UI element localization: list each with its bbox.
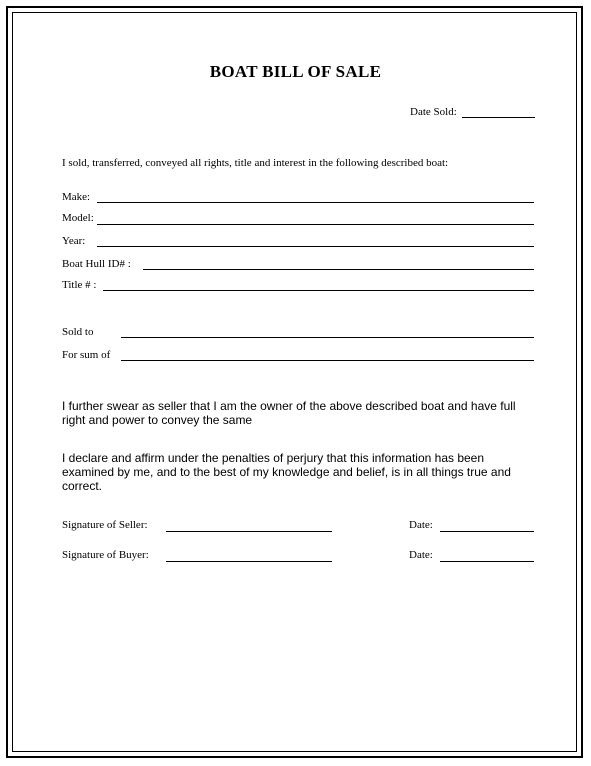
inner-border (12, 12, 577, 752)
document-title: BOAT BILL OF SALE (209, 62, 382, 81)
date-sold-label: Date Sold: (410, 106, 457, 118)
seller-date-line[interactable] (440, 531, 534, 532)
hull-id-line[interactable] (143, 269, 534, 270)
sold-to-line[interactable] (121, 337, 534, 338)
sold-to-label: Sold to (62, 326, 94, 338)
buyer-signature-label: Signature of Buyer: (62, 549, 149, 561)
year-line[interactable] (97, 246, 534, 247)
model-line[interactable] (97, 224, 534, 225)
model-label: Model: (62, 212, 94, 224)
title-number-label: Title # : (62, 279, 97, 291)
seller-signature-line[interactable] (166, 531, 332, 532)
year-label: Year: (62, 235, 86, 247)
hull-id-label: Boat Hull ID# : (62, 258, 131, 270)
make-line[interactable] (97, 202, 534, 203)
seller-signature-label: Signature of Seller: (62, 519, 148, 531)
perjury-statement: I declare and affirm under the penalties of perjury that this information has been examined by me, and to the best of my knowledge and belief, is in all things true and correct. (62, 451, 511, 493)
for-sum-line[interactable] (121, 360, 534, 361)
buyer-date-line[interactable] (440, 561, 534, 562)
seller-date-label: Date: (409, 519, 433, 531)
buyer-signature-line[interactable] (166, 561, 332, 562)
intro-text: I sold, transferred, conveyed all rights, title and interest in the following described boat: (62, 157, 449, 169)
ownership-statement: I further swear as seller that I am the owner of the above described boat and have full right and power to convey the same (62, 399, 516, 427)
make-label: Make: (62, 191, 91, 203)
date-sold-line[interactable] (462, 117, 535, 118)
buyer-date-label: Date: (409, 549, 433, 561)
for-sum-label: For sum of (62, 349, 111, 361)
title-number-line[interactable] (103, 290, 534, 291)
